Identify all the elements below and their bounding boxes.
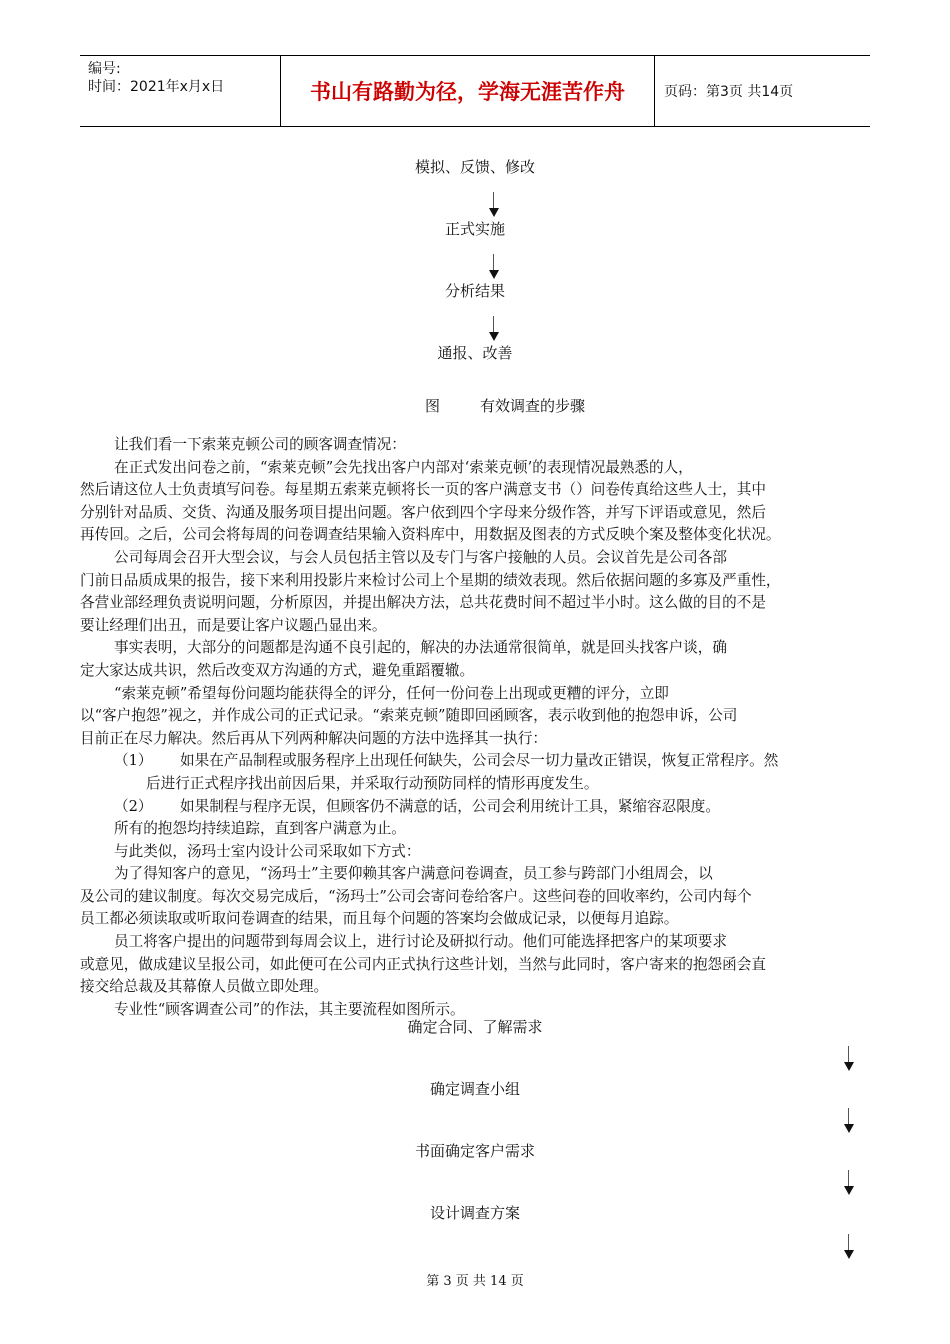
flow2-arrow-icon — [844, 1046, 854, 1072]
flow1-step-1: 模拟、反馈、修改 — [414, 158, 535, 176]
paragraph-line: 或意见，做成建议呈报公司，如此便可在公司内正式执行这些计划，当然与此同时，客户寄来的抱怨函会直 — [80, 955, 766, 973]
header-motto: 书山有路勤为径，学海无涯苦作舟 — [280, 56, 655, 126]
paragraph-line: 以“客户抱怨”视之，并作成公司的正式记录。“索莱克顿”随即回函顾客，表示收到他的抱怨申诉，公司 — [80, 707, 738, 725]
numbered-item-1 — [80, 750, 880, 773]
paragraph-line: 员工将客户提出的问题带到每周会议上，进行讨论及研拟行动。他们可能选择把客户的某项要求 — [114, 933, 727, 951]
paragraph-line: 为了得知客户的意见，“汤玛士”主要仰赖其客户满意问卷调查，员工参与跨部门小组周会，以 — [114, 865, 713, 883]
flow2-step-3: 书面确定客户需求 — [414, 1142, 535, 1160]
flow1-arrow-icon — [489, 254, 499, 280]
paragraph-line: 所有的抱怨均持续追踪，直到客户满意为止。 — [114, 820, 406, 838]
paragraph-line: 门前日品质成果的报告，接下来利用投影片来检讨公司上个星期的绩效表现。然后依据问题的多寡及严重性， — [80, 571, 781, 589]
flow2-arrow-icon — [844, 1234, 854, 1260]
paragraph-line: 让我们看一下索莱克顿公司的顾客调查情况： — [114, 436, 406, 453]
caption-title: 有效调查的步骤 — [480, 397, 586, 415]
paragraph-line: 在正式发出问卷之前，“索莱克顿”会先找出客户内部对‘索莱克顿’的表现情况最熟悉的人， — [114, 458, 693, 476]
paragraph-line: 要让经理们出丑，而是要让客户议题凸显出来。 — [80, 616, 387, 634]
paragraph-line: 然后请这位人士负责填写问卷。每星期五索莱克顿将长一页的客户满意支书（）问卷传真给这些人士，其中 — [80, 481, 766, 499]
flow2-step-2: 确定调查小组 — [429, 1080, 520, 1098]
paragraph-line: 后进行正式程序找出前因后果，并采取行动预防同样的情形再度发生。 — [146, 774, 599, 792]
flow1-step-2: 正式实施 — [444, 220, 505, 238]
flow2-step-4: 设计调查方案 — [429, 1204, 520, 1222]
flow1-arrow-icon — [489, 192, 499, 218]
flow1-arrow-icon — [489, 316, 499, 342]
paragraph-line: 与此类似，汤玛士室内设计公司采取如下方式： — [114, 842, 421, 860]
paragraph-line: 定大家达成共识，然后改变双方沟通的方式，避免重蹈覆辙。 — [80, 661, 475, 679]
item-number: （2） — [114, 797, 153, 815]
paragraph-line: 再传回。之后，公司会将每周的问卷调查结果输入资料库中，用数据及图表的方式反映个案及整体变化状况。 — [80, 526, 781, 544]
flow2-arrow-icon — [844, 1108, 854, 1134]
caption-prefix: 图 — [425, 397, 441, 415]
page-header — [80, 55, 870, 127]
paragraph-line: 接交给总裁及其幕僚人员做立即处理。 — [80, 978, 329, 996]
flow2-step-1: 确定合同、了解需求 — [407, 1018, 543, 1036]
paragraph-line: “索莱克顿”希望每份问题均能获得全的评分，任何一份问卷上出现或更糟的评分，立即 — [114, 684, 669, 702]
item-text: 如果制程与程序无误，但顾客仍不满意的话，公司会利用统计工具，紧缩容忍限度。 — [180, 797, 720, 815]
paragraph-line: 员工都必须读取或听取问卷调查的结果，而且每个问题的答案均会做成记录，以便每月追踪。 — [80, 910, 679, 928]
paragraph-line: 分别针对品质、交货、沟通及服务项目提出问题。客户依到四个字母来分级作答，并写下评语或意见，然后 — [80, 503, 766, 521]
page-footer: 第 3 页 共 14 页 — [426, 1274, 524, 1289]
header-meta — [80, 56, 280, 126]
paragraph-line: 公司每周会召开大型会议，与会人员包括主管以及专门与客户接触的人员。会议首先是公司各部 — [114, 548, 727, 566]
paragraph-line: 目前正在尽力解决。然后再从下列两种解决问题的方法中选择其一执行： — [80, 729, 548, 747]
flow2-arrow-icon — [844, 1170, 854, 1196]
flow1-step-4: 通报、改善 — [437, 344, 513, 362]
figure-caption — [425, 395, 625, 416]
paragraph-line: 专业性“顾客调查公司”的作法，其主要流程如图所示。 — [114, 1000, 465, 1018]
paragraph-line: 及公司的建议制度。每次交易完成后，“汤玛士”公司会寄问卷给客户。这些问卷的回收率约，公司内每个 — [80, 887, 752, 905]
number-label: 编号: — [88, 61, 121, 77]
item-number: （1） — [114, 752, 153, 770]
body-text — [80, 434, 880, 1021]
flow1-step-3: 分析结果 — [444, 282, 505, 300]
time-label: 时间：2021年x月x日 — [88, 79, 225, 95]
paragraph-line: 事实表明，大部分的问题都是沟通不良引起的，解决的办法通常很简单，就是回头找客户谈，确 — [114, 639, 727, 657]
item-text: 如果在产品制程或服务程序上出现任何缺失，公司会尽一切力量改正错误，恢复正常程序。然 — [180, 752, 779, 770]
paragraph-line: 各营业部经理负责说明问题，分析原因，并提出解决方法，总共花费时间不超过半小时。这么做的目的不是 — [80, 594, 766, 612]
header-page-label: 页码：第3页 共14页 — [664, 84, 794, 100]
numbered-item-2 — [80, 796, 880, 819]
